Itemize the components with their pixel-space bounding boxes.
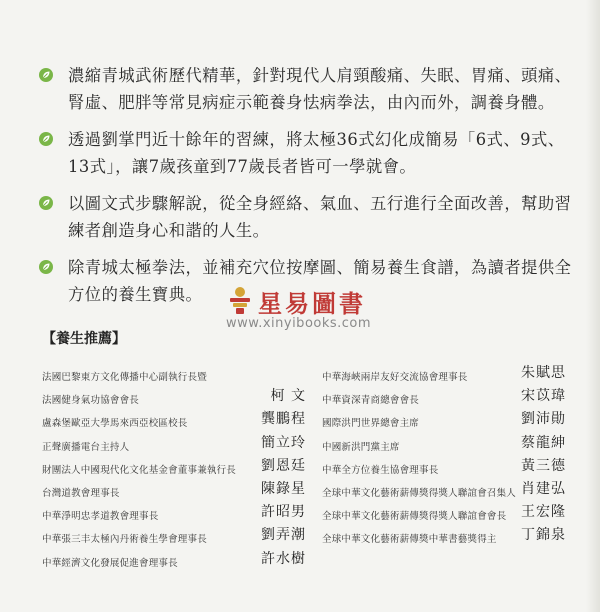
leaf-bullet-icon [38,195,54,211]
endorser-row [322,455,566,478]
endorser-title: 全球中華文化藝術薪傳獎得獎人聯誼會會長 [322,511,507,523]
feature-text: 透過劉掌門近十餘年的習練，將太極36式幻化成簡易「6式、9式、13式」，讓7歲孩童到77歲長者皆可一學就會。 [68,130,565,176]
endorser-row [42,548,306,571]
feature-item [38,190,578,244]
endorser-row [42,432,306,455]
endorser-title: 中國新洪門黨主席 [322,441,400,453]
endorser-name: 肖建弘 [521,480,566,497]
endorser-row [42,478,306,501]
feature-text: 以圖文式步驟解說，從全身經絡、氣血、五行進行全面改善，幫助習練者創造身心和諧的人生。 [68,194,572,240]
endorser-row [322,385,566,408]
feature-item [38,62,578,116]
endorser-name: 許昭男 [261,504,306,521]
publisher-name: 星易圖書 [258,290,366,318]
endorser-name: 王宏隆 [521,504,566,521]
publisher-url[interactable]: www.xinyibooks.com [226,316,372,331]
endorser-name: 許水樹 [261,550,306,567]
endorser-title: 全球中華文化藝術薪傳獎得獎人聯誼會召集人 [322,487,517,499]
section-title: 【養生推薦】 [42,331,126,347]
endorser-name: 丁錦泉 [521,527,566,544]
endorser-row [42,501,306,524]
endorser-title: 盧森堡歐亞大學馬來西亞校區校長 [42,418,188,430]
endorser-title: 法國巴黎東方文化傳播中心副執行長暨 [42,372,207,383]
endorser-name: 宋苡瑋 [521,388,566,405]
endorser-name: 朱賦思 [521,365,566,381]
endorser-title: 法國健身氣功協會會長 [42,395,140,407]
leaf-bullet-icon [38,131,54,147]
endorser-name: 陳錄星 [261,480,306,497]
endorser-row [42,408,306,431]
endorser-row [42,385,306,408]
endorser-row [322,524,566,547]
endorser-row [322,362,566,385]
endorser-row [42,455,306,478]
endorser-row [322,478,566,501]
leaf-bullet-icon [38,259,54,275]
endorser-list-left [42,362,306,571]
endorser-name: 劉恩廷 [261,457,306,474]
endorser-row [322,501,566,524]
endorser-title: 正聲廣播電台主持人 [42,441,130,453]
endorser-title: 全球中華文化藝術薪傳獎中華書藝獎得主 [322,534,497,546]
endorser-title: 中華淨明忠孝道教會理事長 [42,511,159,523]
feature-text: 除青城太極拳法，並補充穴位按摩圖、簡易養生食譜，為讀者提供全方位的養生寶典。 [68,258,572,304]
endorser-list-right [322,362,566,548]
feature-list [38,62,578,318]
endorser-title: 中華經濟文化發展促進會理事長 [42,557,178,569]
endorser-row [42,362,306,385]
endorser-name: 劉弄潮 [261,527,306,544]
endorser-title: 台灣道教會理事長 [42,487,120,499]
endorser-title: 中華全方位養生協會理事長 [322,464,439,476]
feature-item [38,126,578,180]
endorser-name: 劉沛勛 [521,411,566,428]
endorser-title: 中華海峽兩岸友好交流協會理事長 [322,372,468,383]
endorser-name: 龔鵬程 [261,411,306,428]
page-edge [586,0,600,612]
endorser-row [322,408,566,431]
endorser-name: 簡立玲 [261,434,306,451]
publisher-logo [226,286,426,334]
endorser-title: 財團法人中國現代化文化基金會董事兼執行長 [42,464,237,476]
endorser-title: 中華資深青商總會會長 [322,395,420,407]
endorser-row [322,432,566,455]
endorser-name: 蔡龍紳 [521,434,566,451]
feature-text: 濃縮青城武術歷代精華，針對現代人肩頸酸痛、失眠、胃痛、頭痛、腎虛、肥胖等常見病症示範養身怯病拳法，由內而外，調養身體。 [68,66,572,112]
endorser-row [42,524,306,547]
endorser-title: 國際洪門世界總會主席 [322,418,420,430]
endorser-name: 柯 文 [270,388,306,405]
endorser-title: 中華張三丰太極內丹術養生學會理事長 [42,534,207,546]
endorser-name: 黃三德 [521,457,566,474]
leaf-bullet-icon [38,67,54,83]
publisher-emblem-icon [226,286,254,316]
